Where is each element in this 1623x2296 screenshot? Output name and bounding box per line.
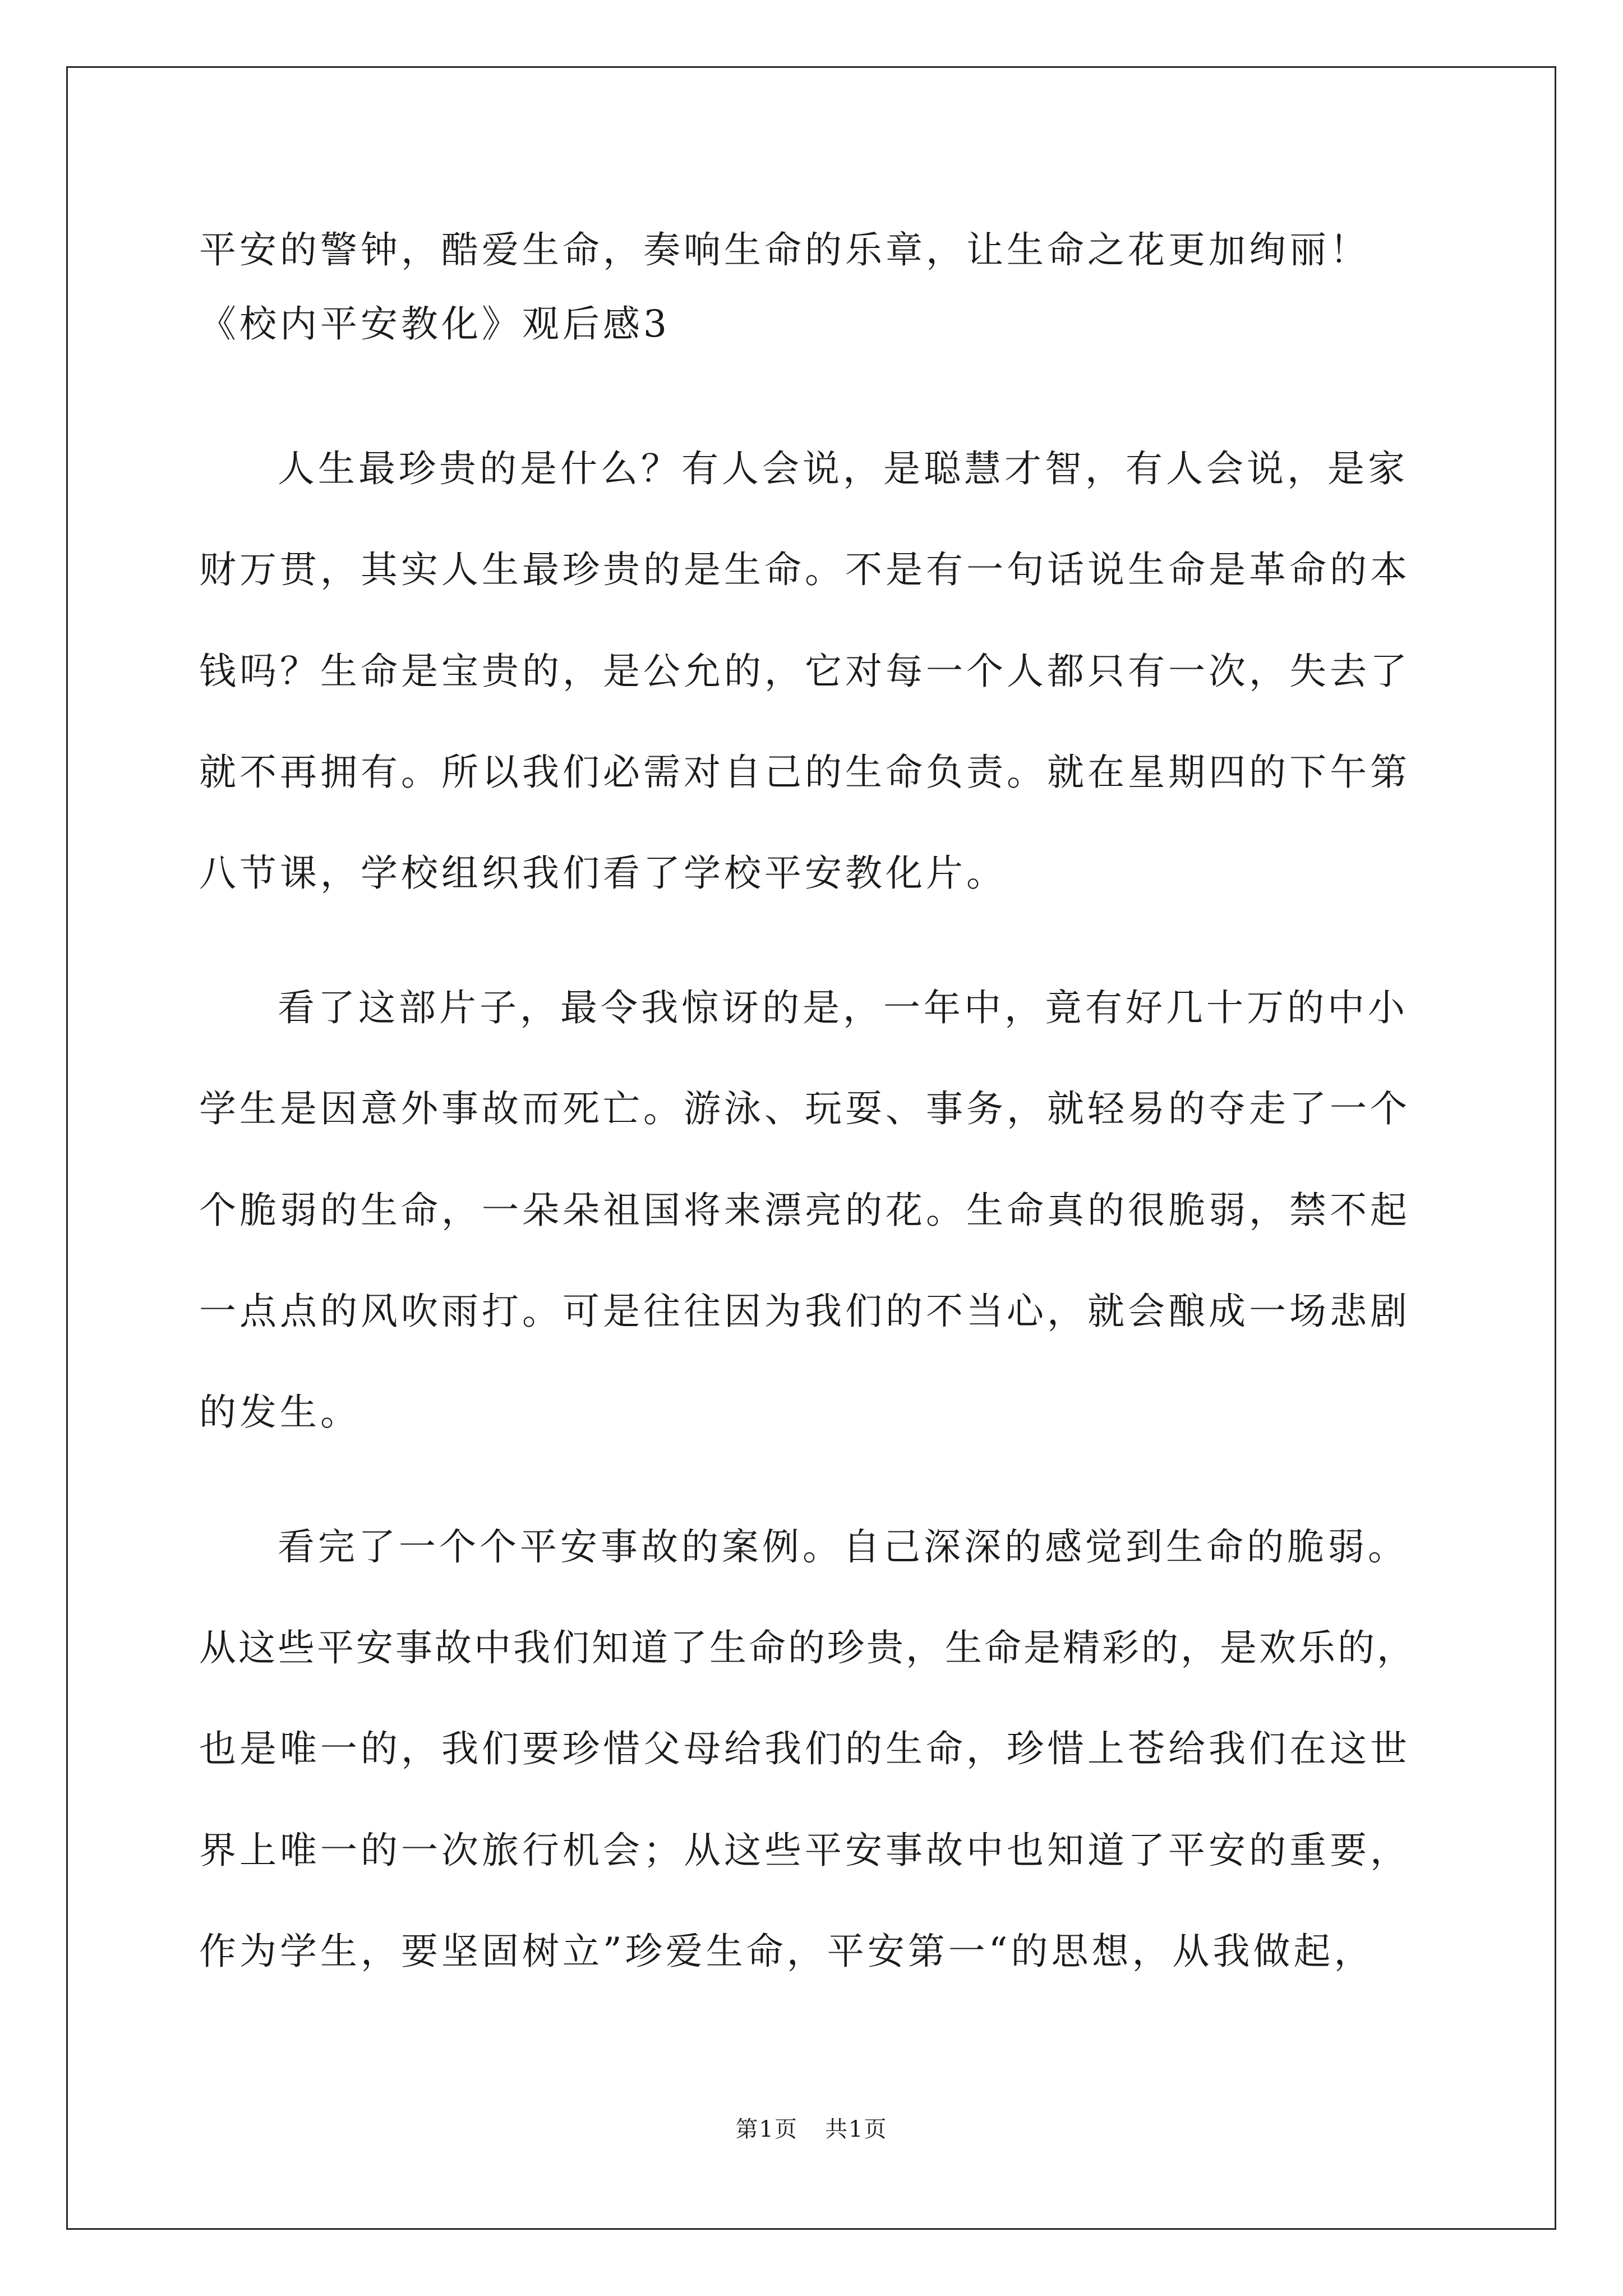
paragraph-line: 看了这部片子，最令我惊讶的是，一年中，竟有好几十万的中小 bbox=[278, 986, 1408, 1029]
paragraph-line: 人生最珍贵的是什么？有人会说，是聪慧才智，有人会说，是家 bbox=[278, 447, 1408, 490]
paragraph-line: 作为学生，要坚固树立”珍爱生命，平安第一“的思想，从我做起， bbox=[199, 1930, 1375, 1973]
paragraph-line: 学生是因意外事故而死亡。游泳、玩耍、事务，就轻易的夺走了一个 bbox=[199, 1087, 1410, 1130]
paragraph-line: 界上唯一的一次旅行机会；从这些平安事故中也知道了平安的重要， bbox=[199, 1829, 1410, 1872]
paragraph-line: 平安的警钟，酷爱生命，奏响生命的乐章，让生命之花更加绚丽！ bbox=[199, 228, 1370, 272]
section-title: 《校内平安教化》观后感3 bbox=[199, 302, 670, 346]
page-footer bbox=[0, 2118, 1623, 2141]
paragraph-line: 八节课，学校组织我们看了学校平安教化片。 bbox=[199, 852, 1007, 895]
paragraph-line: 看完了一个个平安事故的案例。自己深深的感觉到生命的脆弱。 bbox=[278, 1525, 1408, 1568]
paragraph-line: 一点点的风吹雨打。可是往往因为我们的不当心，就会酿成一场悲剧 bbox=[199, 1290, 1410, 1333]
page-count: 共1页 bbox=[825, 2116, 888, 2142]
paragraph-line: 从这些平安事故中我们知道了生命的珍贵，生命是精彩的，是欢乐的， bbox=[199, 1626, 1416, 1669]
paragraph-line: 钱吗？生命是宝贵的，是公允的，它对每一个人都只有一次，失去了 bbox=[199, 650, 1410, 693]
paragraph-line: 就不再拥有。所以我们必需对自己的生命负责。就在星期四的下午第 bbox=[199, 751, 1410, 794]
page-border bbox=[66, 66, 1556, 2230]
paragraph-line: 的发生。 bbox=[199, 1391, 361, 1434]
page-number: 第1页 bbox=[735, 2116, 798, 2142]
paragraph-line: 也是唯一的，我们要珍惜父母给我们的生命，珍惜上苍给我们在这世 bbox=[199, 1727, 1410, 1770]
paragraph-line: 个脆弱的生命，一朵朵祖国将来漂亮的花。生命真的很脆弱，禁不起 bbox=[199, 1189, 1410, 1232]
paragraph-line: 财万贯，其实人生最珍贵的是生命。不是有一句话说生命是革命的本 bbox=[199, 548, 1410, 591]
